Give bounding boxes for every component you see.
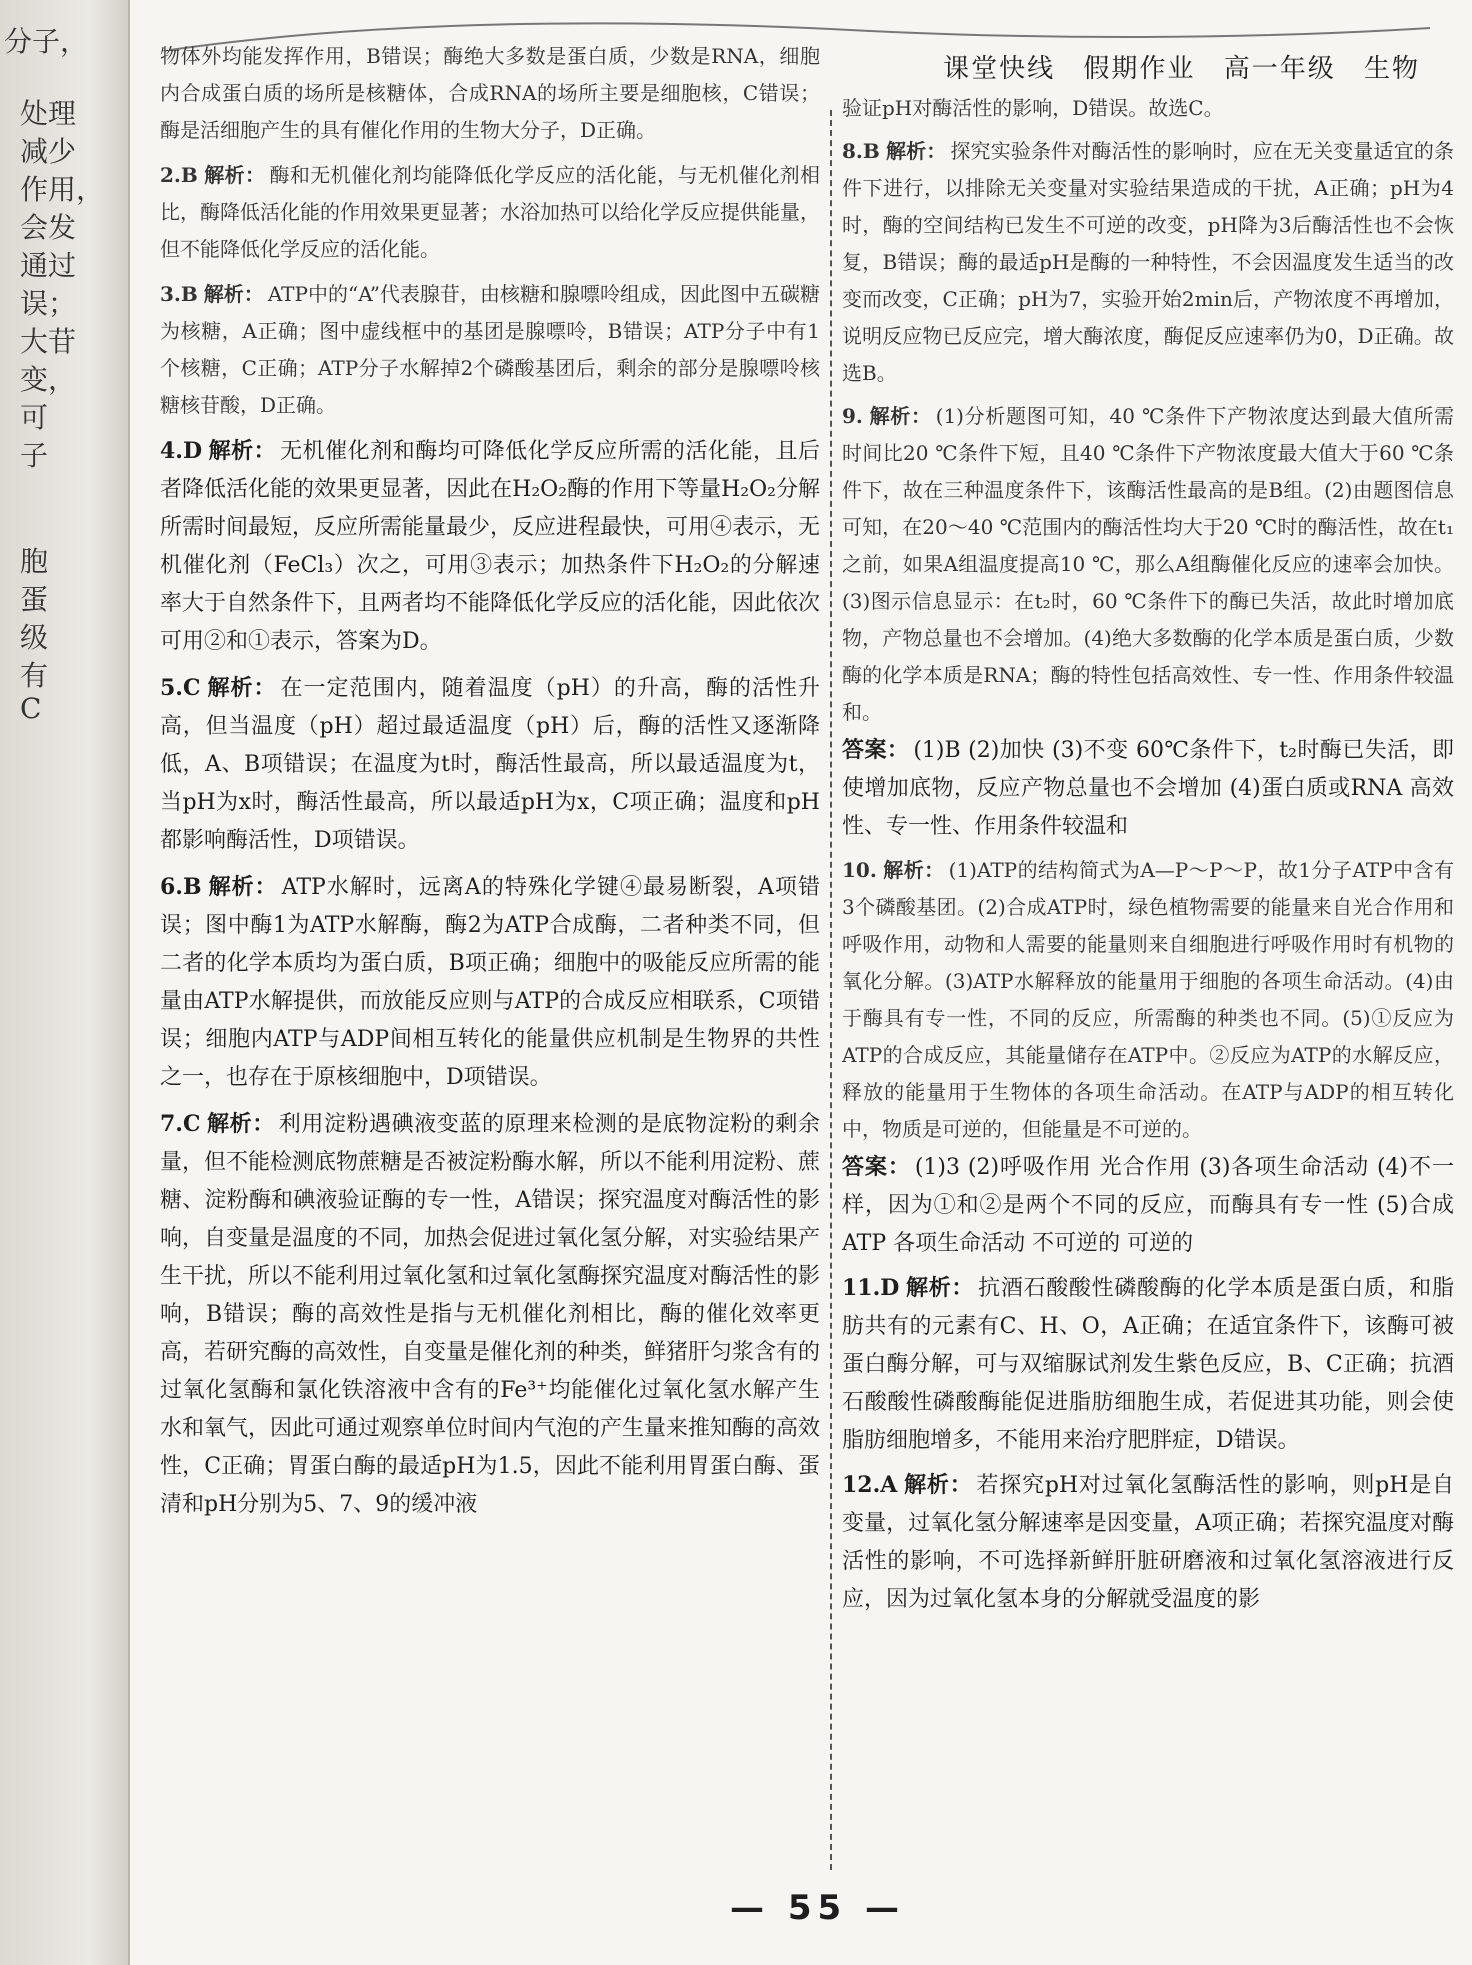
margin-fragment: 通过 [20,249,77,282]
margin-fragment: 有 [20,659,49,692]
margin-fragment: 子 [20,439,49,472]
answer-paragraph: 物体外均能发挥作用，B错误；酶绝大多数是蛋白质，少数是RNA，细胞内合成蛋白质的场所是核糖体，合成RNA的场所主要是细胞核，C错误；酶是活细胞产生的具有催化作用的生物大分子，D正确。 [160,44,820,142]
answer-10: 10. 解析： (1)ATP的结构简式为A—P～P～P，故1分子ATP中含有3个磷酸基团。(2)合成ATP时，绿色植物需要的能量来自光合作用和呼吸作用，动物和人需要的能量则来自细胞进行呼吸作用时有机物的氧化分解。(3)ATP水解释放的能量用于细胞的各项生命活动。(4)由于酶具有专一性，不同的反应，所需酶的种类也不同。(5)①反应为ATP的合成反应，其能量储存在ATP中。②反应为ATP的水解反应，释放的能量用于生物体的各项生命活动。在ATP与ADP的相互转化中，物质是可逆的，但能量是不可逆的。 [842,858,1454,1141]
answer-9: 9. 解析： (1)分析题图可知，40 ℃条件下产物浓度达到最大值所需时间比20 ℃条件下短，且40 ℃条件下产物浓度最大值大于60 ℃条件下，故在三种温度条件下，该酶活性最高的是B组。(2)由题图信息可知，在20～40 ℃范围内的酶活性均大于20 ℃时的酶活性，故在t₁之前，如果A组温度提高10 ℃，那么A组酶催化反应的速率会加快。(3)图示信息显示：在t₂时，60 ℃条件下的酶已失活，故此时增加底物，产物总量也不会增加。(4)绝大多数酶的化学本质是蛋白质，少数酶的化学本质是RNA；酶的特性包括高效性、专一性、作用条件较温和。 [842,404,1455,724]
margin-fragment: C [20,692,42,725]
margin-fragment: 会发 [20,211,77,244]
margin-fragment: 变， [20,363,77,396]
answer-12: 12.A 解析： 若探究pH对过氧化氢酶活性的影响，则pH是自变量，过氧化氢分解速率是因变量，A项正确；若探究温度对酶活性的影响，不可选择新鲜肝脏研磨液和过氧化氢溶液进行反应，因为过氧化氢本身的分解就受温度的影 [842,1472,1454,1612]
left-column [160,38,820,1524]
answer-7-continued: 验证pH对酶活性的影响，D错误。故选C。 [842,96,1224,120]
page-header [925,48,1420,85]
answer-page [130,0,1472,1965]
adjacent-page-strip [0,0,130,1965]
margin-fragment: 误； [20,287,77,320]
margin-fragment: 减少 [20,135,77,168]
answer-8: 8.B 解析： 探究实验条件对酶活性的影响时，应在无关变量适宜的条件下进行，以排除无关变量对实验结果造成的干扰，A正确；pH为4时，酶的空间结构已发生不可逆的改变，pH降为3后酶活性也不会恢复，B错误；酶的最适pH是酶的一种特性，不会因温度发生适当的改变而改变，C正确；pH为7，实验开始2min后，产物浓度不再增加，说明反应物已反应完，增大酶浓度，酶促反应速率仍为0，D正确。故选B。 [842,139,1455,385]
margin-fragment: 级 [20,621,49,654]
header-subject: 生物 [1363,54,1420,84]
answer-11: 11.D 解析： 抗酒石酸酸性磷酸酶的化学本质是蛋白质，和脂肪共有的元素有C、H、O，A正确；在适宜条件下，该酶可被蛋白酶分解，可与双缩脲试剂发生紫色反应，B、C正确；抗酒石酸酸性磷酸酶能促进脂肪细胞生成，若促进其功能，则会使脂肪细胞增多，不能用来治疗肥胖症，D错误。 [842,1275,1454,1453]
answer-2: 2.B 解析： 酶和无机催化剂均能降低化学反应的活化能，与无机催化剂相比，酶降低活化能的作用效果更显著；水浴加热可以给化学反应提供能量，但不能降低化学反应的活化能。 [160,163,821,261]
margin-fragment: 大苷 [20,325,77,358]
column-divider [830,110,832,1870]
answer-3: 3.B 解析： ATP中的“A”代表腺苷，由核糖和腺嘌呤组成，因此图中五碳糖为核糖，A正确；图中虚线框中的基团是腺嘌呤，B错误；ATP分子中有1个核糖，C正确；ATP分子水解掉2个磷酸基团后，剩余的部分是腺嘌呤核糖核苷酸，D正确。 [160,282,820,417]
header-type: 假期作业 [1083,54,1196,84]
header-series: 课堂快线 [943,54,1056,84]
margin-fragment: 可 [20,401,49,434]
margin-fragment: 处理 [20,97,77,130]
margin-fragment: 作用， [20,173,105,206]
margin-fragment: 胞 [20,545,49,578]
right-column [842,90,1454,1619]
answer-4: 4.D 解析： 无机催化剂和酶均可降低化学反应所需的活化能，且后者降低活化能的效果更显著，因此在H₂O₂酶的作用下等量H₂O₂分解所需时间最短，反应所需能量最少，反应进程最快，可用④表示，无机催化剂（FeCl₃）次之，可用③表示；加热条件下H₂O₂的分解速率大于自然条件下，且两者均不能降低化学反应的活化能，因此依次可用②和①表示，答案为D。 [160,438,821,654]
answer-9-key: 答案： (1)B (2)加快 (3)不变 60℃条件下，t₂时酶已失活，即使增加底物，反应产物总量也不会增加 (4)蛋白质或RNA 高效性、专一性、作用条件较温和 [842,737,1454,839]
answer-7: 7.C 解析： 利用淀粉遇碘液变蓝的原理来检测的是底物淀粉的剩余量，但不能检测底物蔗糖是否被淀粉酶水解，所以不能利用淀粉、蔗糖、淀粉酶和碘液验证酶的专一性，A错误；探究温度对酶活性的影响，自变量是温度的不同，加热会促进过氧化氢分解，对实验结果产生干扰，所以不能利用过氧化氢和过氧化氢酶探究温度对酶活性的影响，B错误；酶的高效性是指与无机催化剂相比，酶的催化效率更高，若研究酶的高效性，自变量是催化剂的种类，鲜猪肝匀浆含有的过氧化氢酶和氯化铁溶液中含有的Fe³⁺均能催化过氧化氢水解产生水和氧气，因此可通过观察单位时间内气泡的产生量来推知酶的高效性，C正确；胃蛋白酶的最适pH为1.5，因此不能利用胃蛋白酶、蛋清和pH分别为5、7、9的缓冲液 [160,1111,821,1517]
answer-5: 5.C 解析： 在一定范围内，随着温度（pH）的升高，酶的活性升高，但当温度（pH）超过最适温度（pH）后，酶的活性又逐渐降低，A、B项错误；在温度为t时，酶活性最高，所以最适温度为t，当pH为x时，酶活性最高，所以最适pH为x，C项正确；温度和pH都影响酶活性，D项错误。 [160,675,820,853]
margin-fragment: 蛋 [20,583,49,616]
answer-6: 6.B 解析： ATP水解时，远离A的特殊化学键④最易断裂，A项错误；图中酶1为ATP水解酶，酶2为ATP合成酶，二者种类不同，但二者的化学本质均为蛋白质，B项正确；细胞中的吸能反应所需的能量由ATP水解提供，而放能反应则与ATP的合成反应相联系，C项错误；细胞内ATP与ADP间相互转化的能量供应机制是生物界的共性之一，也存在于原核细胞中，D项错误。 [160,874,820,1090]
page-number: — 55 — [730,1888,905,1928]
answer-10-key: 答案： (1)3 (2)呼吸作用 光合作用 (3)各项生命活动 (4)不一样，因为①和②是两个不同的反应，而酶具有专一性 (5)合成ATP 各项生命活动 不可逆的 可逆的 [842,1154,1454,1256]
header-grade: 高一年级 [1223,54,1336,84]
margin-fragment: 分子， [4,25,89,58]
